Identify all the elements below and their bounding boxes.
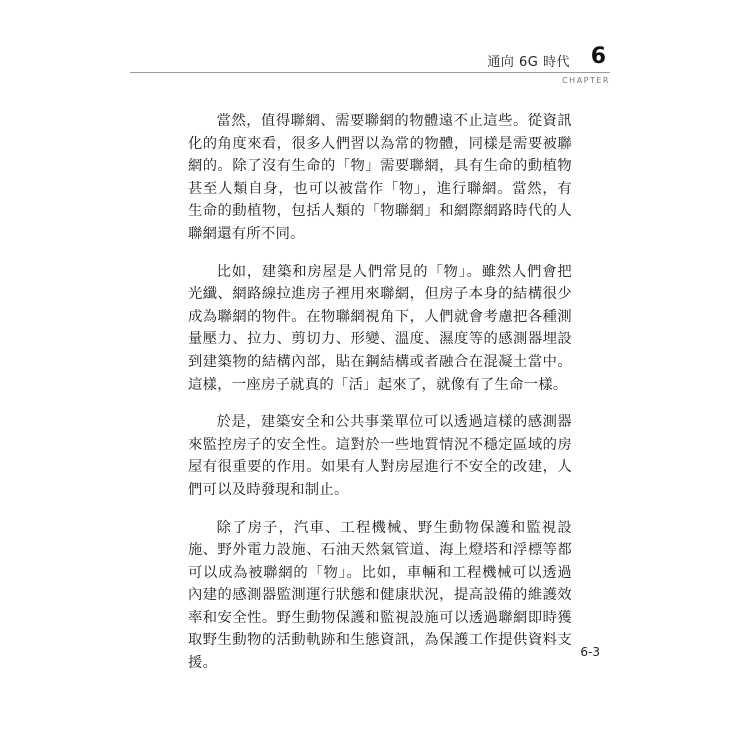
paragraph-2: 比如，建築和房屋是人們常見的「物」。雖然人們會把光纖、網路線拉進房子裡用來聯網，但房子本身的結構很少成為聯網的物件。在物聯網視角下，人們就會考慮把各種測量壓力、拉力、剪切力、形變、溫度、濕度等的感測器埋設到建築物的結構內部，貼在鋼結構或者融合在混凝土當中。這樣，一座房子就真的「活」起來了，就像有了生命一樣。 [188,263,572,393]
running-header [130,46,610,86]
header-rule [130,72,610,73]
page-number: 6-3 [580,645,600,659]
body-text [188,110,572,690]
header-title: 通向 6G 時代 [487,55,570,70]
paragraph-1: 當然，值得聯網、需要聯網的物體遠不止這些。從資訊化的角度來看，很多人們習以為常的物體，同樣是需要被聯網的。除了沒有生命的「物」需要聯網，具有生命的動植物甚至人類自身，也可以被當作「物」，進行聯網。當然，有生命的動植物，包括人類的「物聯網」和網際網路時代的人聯網還有所不同。 [188,113,572,242]
chapter-number: 6 [590,44,606,69]
chapter-label: CHAPTER [562,76,610,85]
paragraph-4: 除了房子，汽車、工程機械、野生動物保護和監視設施、野外電力設施、石油天然氣管道、海上燈塔和浮標等都可以成為被聯網的「物」。比如，車輛和工程機械可以透過內建的感測器監測運行狀態和健康狀況，提高設備的維護效率和安全性。野生動物保護和監視設施可以透過聯網即時獲取野生動物的活動軌跡和生態資訊，為保護工作提供資料支援。 [188,519,572,672]
paragraph-3: 於是，建築安全和公共事業單位可以透過這樣的感測器來監控房子的安全性。這對於一些地質情況不穩定區域的房屋有很重要的作用。如果有人對房屋進行不安全的改建，人們可以及時發現和制止。 [188,414,572,498]
